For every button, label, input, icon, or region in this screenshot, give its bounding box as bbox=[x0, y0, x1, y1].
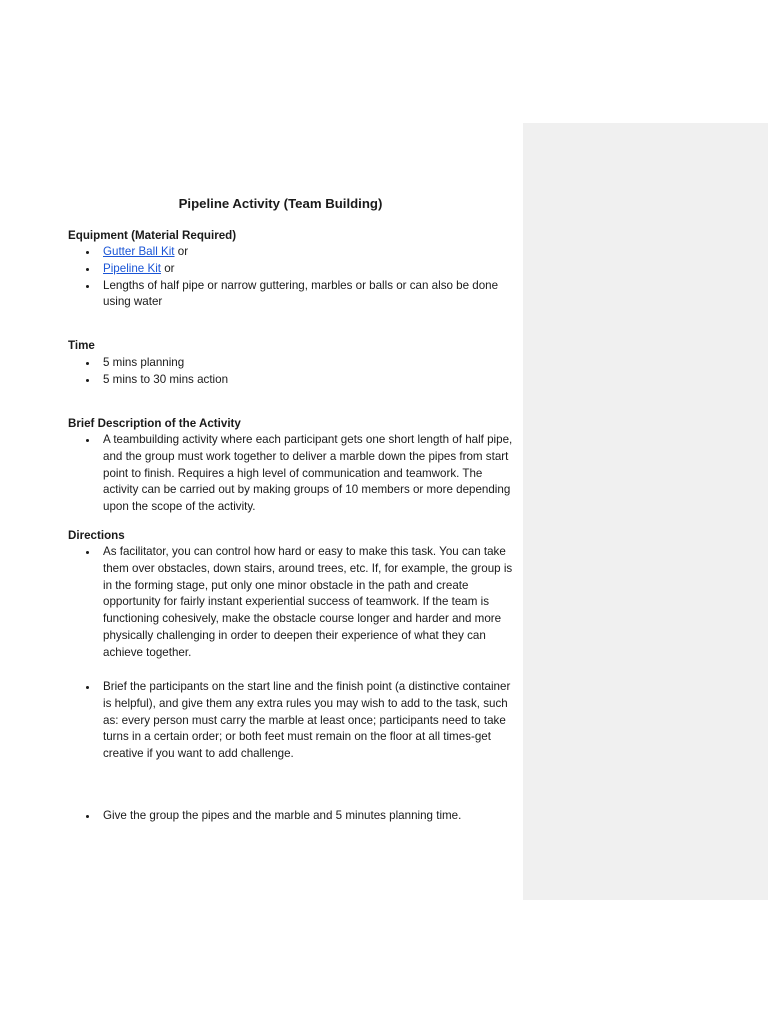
list-item-suffix: or bbox=[174, 245, 189, 258]
directions-heading: Directions bbox=[68, 529, 125, 542]
list-item-suffix: or bbox=[161, 261, 175, 275]
list-item bbox=[68, 261, 513, 278]
list-item: A teambuilding activity where each participant gets one short length of half pipe, and the group must work together to deliver a marble down the pipes from start point to finish. Requires a high level of communication and teamwork. The activity can be carried out by making groups of 10 members or more depending upon the scope of the activity. bbox=[68, 432, 513, 516]
equipment-list bbox=[68, 244, 513, 311]
description-heading: Brief Description of the Activity bbox=[68, 417, 241, 430]
time-heading: Time bbox=[68, 339, 95, 352]
list-item: 5 mins to 30 mins action bbox=[68, 372, 513, 389]
comment-pane bbox=[523, 123, 768, 900]
directions-list-2 bbox=[68, 679, 513, 763]
list-item bbox=[68, 244, 513, 261]
pipeline-kit-link[interactable]: Pipeline Kit bbox=[103, 261, 162, 275]
list-item: Brief the participants on the start line and the finish point (a distinctive container is helpful), and give them any extra rules you may wish to add to the task, such as: every person must carry the marble at least once; participants need to take turns in a certain order; or both feet must remain on the floor at all times-get creative if you want to add challenge. bbox=[68, 679, 513, 763]
list-item: 5 mins planning bbox=[68, 355, 513, 372]
directions-list-1 bbox=[68, 544, 513, 662]
document-title: Pipeline Activity (Team Building) bbox=[178, 196, 383, 211]
time-list bbox=[68, 355, 513, 389]
gutter-ball-kit-link[interactable]: Gutter Ball Kit bbox=[103, 245, 175, 258]
directions-list-3 bbox=[68, 808, 513, 825]
list-item: As facilitator, you can control how hard or easy to make this task. You can take them over obstacles, down stairs, around trees, etc. If, for example, the group is in the forming stage, put only one minor obstacle in the path and create opportunity for fairly instant experiential success of teamwork. If the team is functioning cohesively, make the obstacle course longer and harder and more physically challenging in order to deepen their experience of what they can achieve together. bbox=[68, 544, 513, 662]
description-list bbox=[68, 432, 513, 516]
list-item: Lengths of half pipe or narrow guttering, marbles or balls or can also be done using water bbox=[68, 278, 513, 312]
equipment-heading: Equipment (Material Required) bbox=[68, 229, 237, 242]
list-item: Give the group the pipes and the marble and 5 minutes planning time. bbox=[68, 808, 513, 825]
